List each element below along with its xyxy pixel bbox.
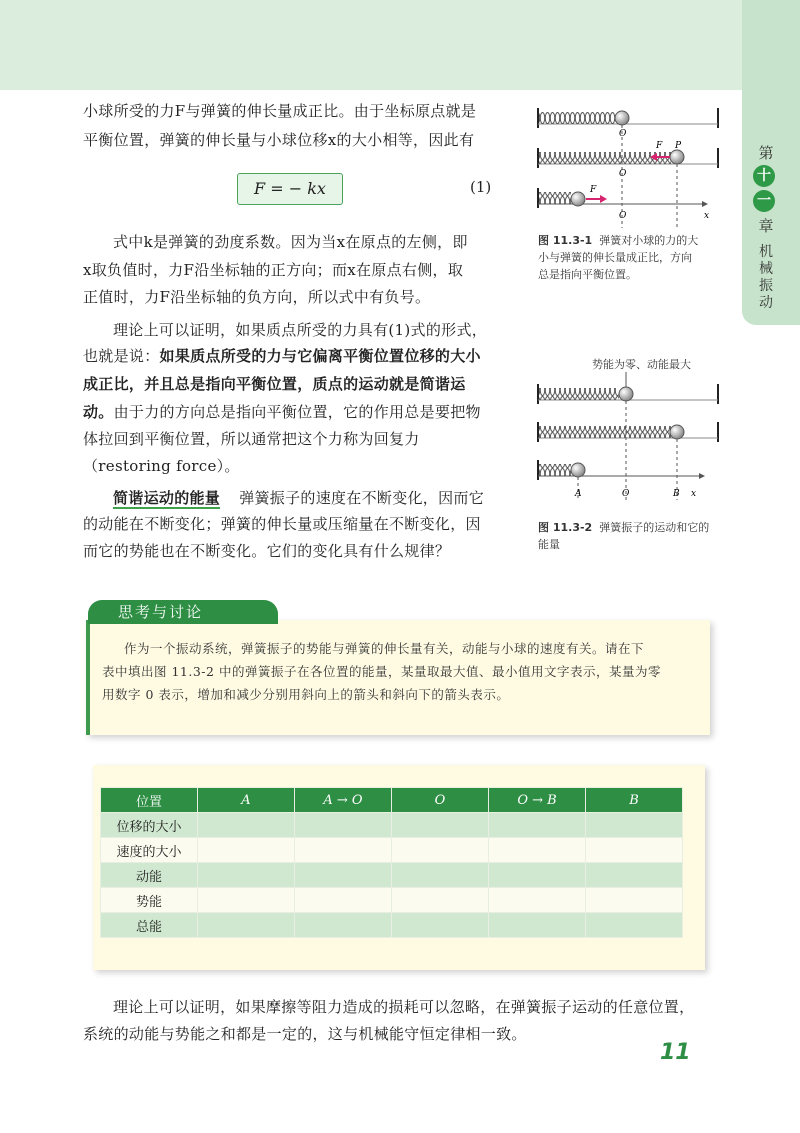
table-cell[interactable]	[295, 813, 392, 838]
table-cell[interactable]	[295, 863, 392, 888]
table-cell[interactable]	[198, 913, 295, 938]
para3-line1: 理论上可以证明，如果质点所受的力具有(1)式的形式，	[113, 321, 488, 339]
para3-line3: 成正比，并且总是指向平衡位置，质点的运动就是简谐运	[83, 375, 466, 393]
table-cell[interactable]	[489, 913, 586, 938]
table-cell[interactable]	[586, 913, 683, 938]
para1-line2: 平衡位置，弹簧的伸长量与小球位移x的大小相等，因此有	[83, 131, 475, 149]
table-row	[101, 863, 683, 888]
row-label: 位移的大小	[101, 813, 198, 838]
para2-line2: x取负值时，力F沿坐标轴的正方向；而x在原点右侧，取	[83, 261, 464, 279]
table-cell[interactable]	[489, 813, 586, 838]
row-label: 总能	[101, 913, 198, 938]
fig1-label-f2: F	[590, 185, 597, 195]
table-cell[interactable]	[392, 813, 489, 838]
table-cell[interactable]	[295, 838, 392, 863]
table-row	[101, 913, 683, 938]
fig2-label-x: x	[691, 489, 697, 499]
table-cell[interactable]	[586, 813, 683, 838]
table-cell[interactable]	[489, 863, 586, 888]
page-number: 11	[660, 1040, 691, 1065]
fig2-caption: 图 11.3-2 弹簧振子的运动和它的 能量	[538, 521, 710, 551]
para3-line2: 也就是说：如果质点所受的力与它偏离平衡位置位移的大小	[83, 347, 481, 365]
figure-11-3-2	[530, 372, 730, 512]
discussion-text: 作为一个振动系统，弹簧振子的势能与弹簧的伸长量有关，动能与小球的速度有关。请在下 表中填出图 11.3-2 中的弹簧振子在各位置的能量，某量取最大值、最小值用文字表示，某量为零 用数字 0 表示，增加和减少分别用斜向上的箭头和斜向下的箭头表示。	[102, 641, 661, 702]
table-cell[interactable]	[392, 863, 489, 888]
table-cell[interactable]	[392, 913, 489, 938]
final-line2: 系统的动能与势能之和都是一定的，这与机械能守恒定律相一致。	[83, 1025, 527, 1043]
chapter-num-one: 一	[753, 190, 775, 212]
equation-number: (1)	[470, 178, 492, 196]
header-b: B	[586, 788, 683, 813]
chapter-num-ten: 十	[753, 165, 775, 187]
para3-line5: 体拉回到平衡位置，所以通常把这个力称为回复力	[83, 430, 420, 448]
fig1-label-o2: O	[619, 169, 627, 179]
row-label: 动能	[101, 863, 198, 888]
fig2-label-o: O	[622, 489, 630, 499]
formula-box: F = − kx	[237, 173, 343, 205]
para3-line4: 动。由于力的方向总是指向平衡位置，它的作用总是要把物	[83, 403, 481, 421]
para4-line2: 的动能在不断变化；弹簧的伸长量或压缩量在不断变化，因	[83, 515, 481, 533]
para3-bold-a: 如果质点所受的力与它偏离平衡位置位移的大小	[159, 347, 481, 365]
discussion-title: 思考与讨论	[88, 600, 278, 624]
para2-line1: 式中k是弹簧的劲度系数。因为当x在原点的左侧，即	[113, 233, 468, 251]
chapter-di: 第	[758, 144, 774, 162]
final-line1: 理论上可以证明，如果摩擦等阻力造成的损耗可以忽略，在弹簧振子运动的任意位置，	[113, 998, 695, 1016]
table-cell[interactable]	[586, 863, 683, 888]
table-cell[interactable]	[198, 813, 295, 838]
table-row	[101, 888, 683, 913]
fig1-label-o3: O	[619, 211, 627, 221]
header-a-to-o: A → O	[295, 788, 392, 813]
fig2-label-a: A	[575, 489, 582, 499]
table-cell[interactable]	[198, 863, 295, 888]
row-label: 势能	[101, 888, 198, 913]
table-cell[interactable]	[586, 888, 683, 913]
table-header-row	[101, 788, 683, 813]
top-band	[0, 0, 800, 90]
table-cell[interactable]	[295, 913, 392, 938]
row-label: 速度的大小	[101, 838, 198, 863]
table-row	[101, 838, 683, 863]
para2-line3: 正值时，力F沿坐标轴的负方向，所以式中有负号。	[83, 288, 431, 306]
table-cell[interactable]	[392, 838, 489, 863]
fig1-label-f1: F	[656, 141, 663, 151]
energy-table	[100, 787, 683, 938]
header-o-to-b: O → B	[489, 788, 586, 813]
para1-line1: 小球所受的力F与弹簧的伸长量成正比。由于坐标原点就是	[83, 102, 477, 120]
fig2-note: 势能为零、动能最大	[592, 358, 691, 371]
fig1-label-x1: x	[704, 211, 710, 221]
chapter-zhang: 章	[758, 217, 774, 235]
chapter-title: 机械振动	[759, 244, 773, 311]
table-cell[interactable]	[295, 888, 392, 913]
table-cell[interactable]	[198, 838, 295, 863]
table-cell[interactable]	[198, 888, 295, 913]
energy-heading: 简谐运动的能量	[113, 489, 221, 507]
para4-line3: 而它的势能也在不断变化。它们的变化具有什么规律？	[83, 542, 451, 560]
table-cell[interactable]	[489, 888, 586, 913]
table-row	[101, 813, 683, 838]
para3-line6: （restoring force）。	[83, 457, 240, 475]
para4-line1: 简谐运动的能量 弹簧振子的速度在不断变化，因而它	[113, 489, 484, 507]
fig1-label-o1: O	[619, 129, 627, 139]
table-cell[interactable]	[392, 888, 489, 913]
table-cell[interactable]	[586, 838, 683, 863]
fig2-label-b: B	[673, 489, 680, 499]
figure-11-3-1	[530, 100, 730, 230]
header-o: O	[392, 788, 489, 813]
table-cell[interactable]	[489, 838, 586, 863]
fig1-label-p: P	[675, 141, 682, 151]
header-a: A	[198, 788, 295, 813]
fig1-caption: 图 11.3-1 弹簧对小球的力的大 小与弹簧的伸长量成正比，方向 总是指向平衡位置。	[538, 234, 699, 281]
header-position: 位置	[101, 788, 198, 813]
